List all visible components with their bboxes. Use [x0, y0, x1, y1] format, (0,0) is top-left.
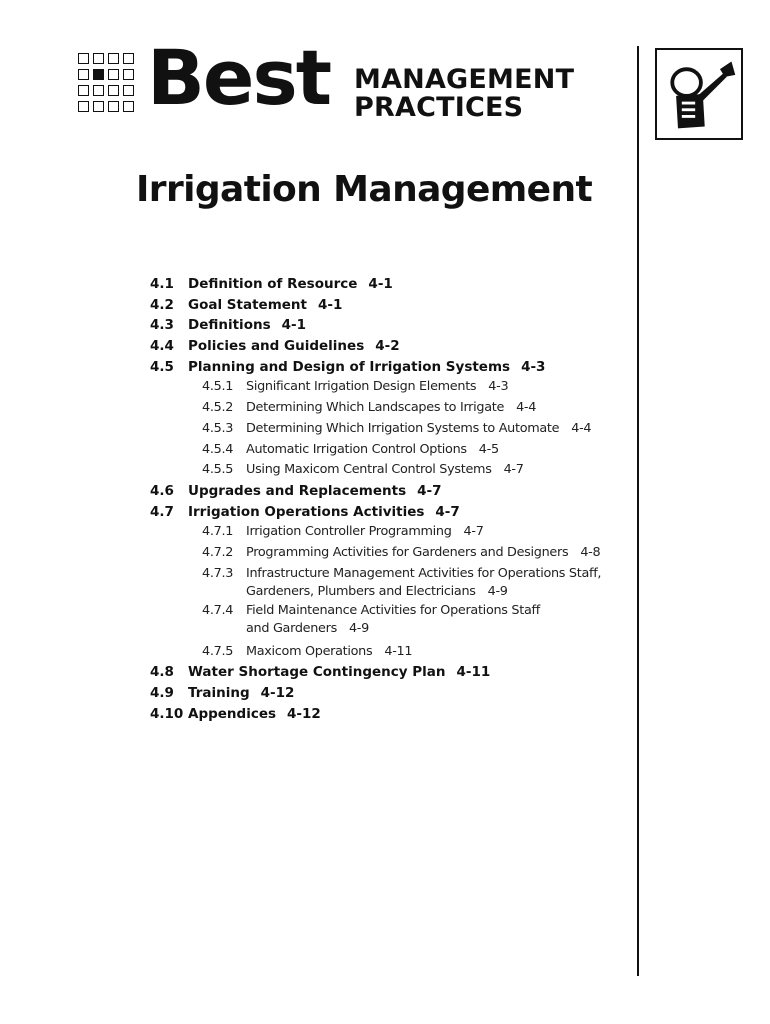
toc-subentry[interactable]: [150, 522, 620, 543]
toc-entry[interactable]: [150, 704, 620, 725]
logo-grid-icon: [78, 53, 134, 112]
toc-number: 4.7.1: [202, 524, 234, 540]
vertical-divider: [637, 46, 639, 976]
toc-number: 4.5.5: [202, 462, 234, 478]
watering-can-icon: [655, 48, 743, 140]
toc-page: 4-7: [463, 524, 484, 540]
toc-page: 4-7: [435, 503, 460, 520]
toc-subentry[interactable]: [150, 642, 620, 663]
toc-title-continued: and Gardeners: [246, 620, 337, 636]
toc-title: Upgrades and Replacements: [188, 482, 407, 499]
logo-cell: [123, 101, 134, 112]
toc-title: Definition of Resource: [188, 276, 358, 292]
toc-number: 4.7.3: [202, 566, 234, 582]
toc-number: 4.7.2: [202, 544, 234, 560]
logo-cell: [108, 69, 119, 80]
toc-page: 4-4: [571, 420, 592, 436]
chapter-title: Irrigation Management: [136, 169, 593, 210]
toc-entry[interactable]: [150, 336, 620, 357]
toc-subentry[interactable]: [150, 398, 620, 419]
logo-cell: [108, 101, 119, 112]
brand-best: Best: [147, 33, 331, 122]
toc-page: 4-5: [478, 441, 499, 457]
toc-entry[interactable]: [150, 274, 620, 295]
logo-cell: [123, 85, 134, 96]
toc-title: Irrigation Controller Programming: [246, 524, 452, 540]
logo-cell: [93, 101, 104, 112]
toc-page: 4-1: [368, 276, 393, 292]
toc-title: Training: [188, 685, 250, 701]
toc-subentry[interactable]: [150, 564, 620, 601]
toc-title: Significant Irrigation Design Elements: [246, 379, 477, 395]
toc-entry[interactable]: [150, 502, 620, 523]
toc-entry[interactable]: [150, 683, 620, 704]
toc-subentry[interactable]: [150, 440, 620, 461]
toc-number: 4.7.5: [202, 643, 234, 659]
toc-title: Water Shortage Contingency Plan: [188, 664, 446, 681]
toc-title: Planning and Design of Irrigation Systems: [188, 358, 511, 375]
toc-page: 4-2: [375, 338, 400, 355]
toc-page: 4-7: [503, 462, 524, 478]
toc-number: 4.4: [150, 338, 174, 355]
logo-cell: [93, 85, 104, 96]
toc-title: Maxicom Operations: [246, 643, 373, 659]
toc-number: 4.6: [150, 482, 174, 499]
toc-entry[interactable]: [150, 481, 620, 502]
toc-title: Automatic Irrigation Control Options: [246, 441, 467, 457]
logo-cell: [123, 69, 134, 80]
toc-number: 4.9: [150, 685, 174, 701]
logo-cell: [78, 69, 89, 80]
toc-page: 4-1: [281, 317, 306, 334]
logo-cell: [78, 53, 89, 64]
logo-cell: [108, 53, 119, 64]
toc-number: 4.2: [150, 296, 174, 313]
toc-page: 4-11: [384, 643, 413, 659]
toc-subentry[interactable]: [150, 460, 620, 481]
toc-title: Field Maintenance Activities for Operations Staff: [246, 603, 540, 619]
toc-page: 4-11: [456, 664, 491, 681]
toc-page: 4-12: [287, 705, 321, 722]
toc-number: 4.5: [150, 358, 174, 375]
toc-page: 4-4: [516, 400, 537, 416]
toc-subentry[interactable]: [150, 543, 620, 564]
toc-number: 4.7: [150, 503, 174, 520]
logo-cell: [78, 101, 89, 112]
logo-cell: [78, 85, 89, 96]
toc-number: 4.8: [150, 664, 174, 681]
toc-number: 4.10: [150, 705, 184, 722]
toc-title: Goal Statement: [188, 296, 307, 313]
toc-number: 4.5.2: [202, 400, 234, 416]
toc-number: 4.5.1: [202, 379, 234, 395]
toc-title: Definitions: [188, 317, 271, 334]
toc-page: 4-1: [317, 296, 343, 313]
toc-page: 4-8: [580, 544, 601, 560]
logo-cell-filled: [93, 69, 104, 80]
toc-entry[interactable]: [150, 295, 620, 316]
toc-entry[interactable]: [150, 315, 620, 336]
toc-subentry[interactable]: [150, 377, 620, 398]
toc-number: 4.3: [150, 317, 174, 334]
toc-title: Infrastructure Management Activities for Operations Staff,: [246, 566, 602, 582]
table-of-contents: [150, 274, 620, 724]
toc-title: Appendices: [188, 705, 277, 722]
logo-cell: [123, 53, 134, 64]
toc-subentry[interactable]: [150, 601, 620, 642]
toc-title: Programming Activities for Gardeners and Designers: [246, 544, 569, 560]
toc-number: 4.5.3: [202, 420, 234, 436]
toc-page: 4-3: [488, 379, 509, 395]
toc-page: 4-9: [348, 620, 369, 636]
toc-title: Using Maxicom Central Control Systems: [246, 462, 492, 478]
toc-entry[interactable]: [150, 357, 620, 378]
toc-page: 4-12: [260, 685, 295, 701]
toc-subentry[interactable]: [150, 419, 620, 440]
brand-line-management: MANAGEMENT: [354, 64, 575, 95]
toc-title-continued: Gardeners, Plumbers and Electricians: [246, 583, 476, 599]
logo-cell: [108, 85, 119, 96]
toc-entry[interactable]: [150, 662, 620, 683]
toc-number: 4.5.4: [202, 441, 234, 457]
toc-title: Policies and Guidelines: [188, 338, 365, 355]
toc-page: 4-3: [521, 358, 546, 375]
toc-title: Determining Which Irrigation Systems to Automate: [246, 420, 560, 436]
toc-number: 4.1: [150, 276, 174, 292]
toc-title: Irrigation Operations Activities: [188, 503, 425, 520]
toc-number: 4.7.4: [202, 603, 234, 619]
logo-cell: [93, 53, 104, 64]
toc-page: 4-9: [487, 583, 508, 599]
brand-subtitle: [354, 66, 574, 122]
brand-line-practices: PRACTICES: [354, 92, 524, 123]
toc-title: Determining Which Landscapes to Irrigate: [246, 400, 505, 416]
toc-page: 4-7: [417, 482, 442, 499]
